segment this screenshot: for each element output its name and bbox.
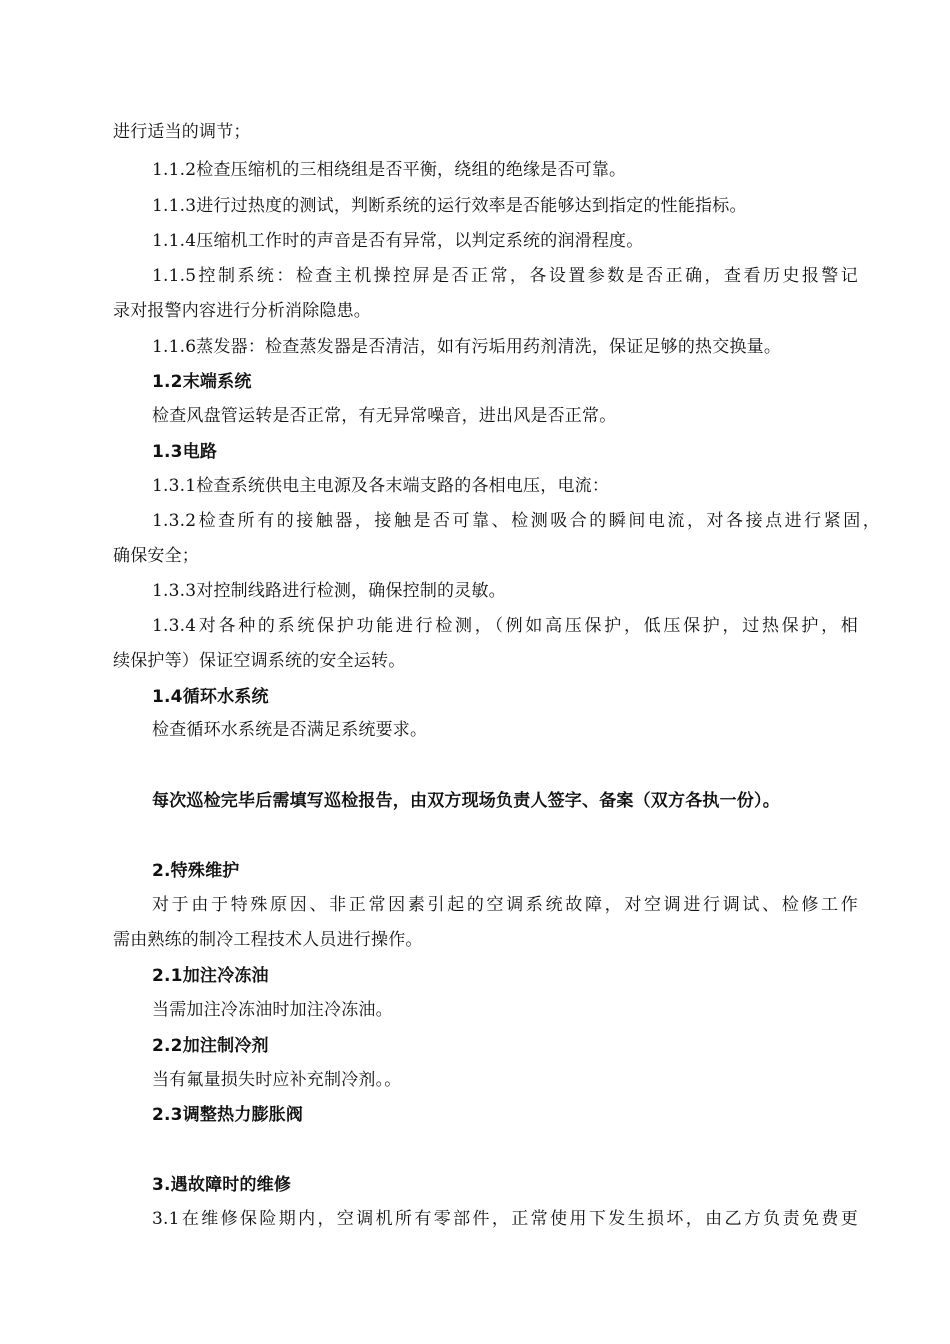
section-heading: 1.3电路: [152, 442, 218, 462]
paragraph-line: 进行适当的调节；: [113, 122, 251, 142]
paragraph-line: 当有氟量损失时应补充制冷剂。。: [152, 1070, 402, 1090]
section-heading: 2.1加注冷冻油: [152, 966, 269, 986]
paragraph-line: 1.3.3对控制线路进行检测，确保控制的灵敏。: [152, 581, 506, 601]
paragraph-line: 确保安全；: [113, 546, 199, 566]
notice-line: 每次巡检完毕后需填写巡检报告，由双方现场负责人签字、备案（双方各执一份）。: [152, 791, 780, 811]
paragraph-line: 1.1.3进行过热度的测试，判断系统的运行效率是否能够达到指定的性能指标。: [152, 196, 747, 216]
section-heading: 3.遇故障时的维修: [152, 1175, 292, 1195]
paragraph-line: 1.3.4对各种的系统保护功能进行检测，（例如高压保护，低压保护，过热保护，相: [152, 616, 858, 636]
paragraph-line: 1.1.5控制系统：检查主机操控屏是否正常，各设置参数是否正确，查看历史报警记: [152, 266, 858, 286]
paragraph-line: 1.1.2检查压缩机的三相绕组是否平衡，绕组的绝缘是否可靠。: [152, 160, 627, 180]
section-heading: 1.4循环水系统: [152, 687, 269, 707]
paragraph-line: 1.3.2检查所有的接触器，接触是否可靠、检测吸合的瞬间电流，对各接点进行紧固，: [152, 511, 880, 531]
section-heading: 2.特殊维护: [152, 861, 240, 881]
section-heading: 1.2末端系统: [152, 372, 252, 392]
paragraph-line: 检查循环水系统是否满足系统要求。: [152, 720, 428, 740]
paragraph-line: 当需加注冷冻油时加注冷冻油。: [152, 1000, 393, 1020]
paragraph-line: 1.1.4压缩机工作时的声音是否有异常，以判定系统的润滑程度。: [152, 231, 644, 251]
paragraph-line: 续保护等）保证空调系统的安全运转。: [113, 651, 406, 671]
paragraph-line: 对于由于特殊原因、非正常因素引起的空调系统故障，对空调进行调试、检修工作: [152, 895, 858, 915]
paragraph-line: 录对报警内容进行分析消除隐患。: [113, 301, 371, 321]
paragraph-line: 1.3.1检查系统供电主电源及各末端支路的各相电压，电流：: [152, 476, 610, 496]
paragraph-line: 检查风盘管运转是否正常，有无异常噪音，进出风是否正常。: [152, 406, 617, 426]
paragraph-line: 3.1在维修保险期内，空调机所有零部件，正常使用下发生损坏，由乙方负责免费更: [152, 1209, 858, 1229]
section-heading: 2.3调整热力膨胀阀: [152, 1105, 304, 1125]
paragraph-line: 1.1.6蒸发器：检查蒸发器是否清洁，如有污垢用药剂清洗，保证足够的热交换量。: [152, 337, 782, 357]
section-heading: 2.2加注制冷剂: [152, 1036, 269, 1056]
paragraph-line: 需由熟练的制冷工程技术人员进行操作。: [113, 930, 423, 950]
